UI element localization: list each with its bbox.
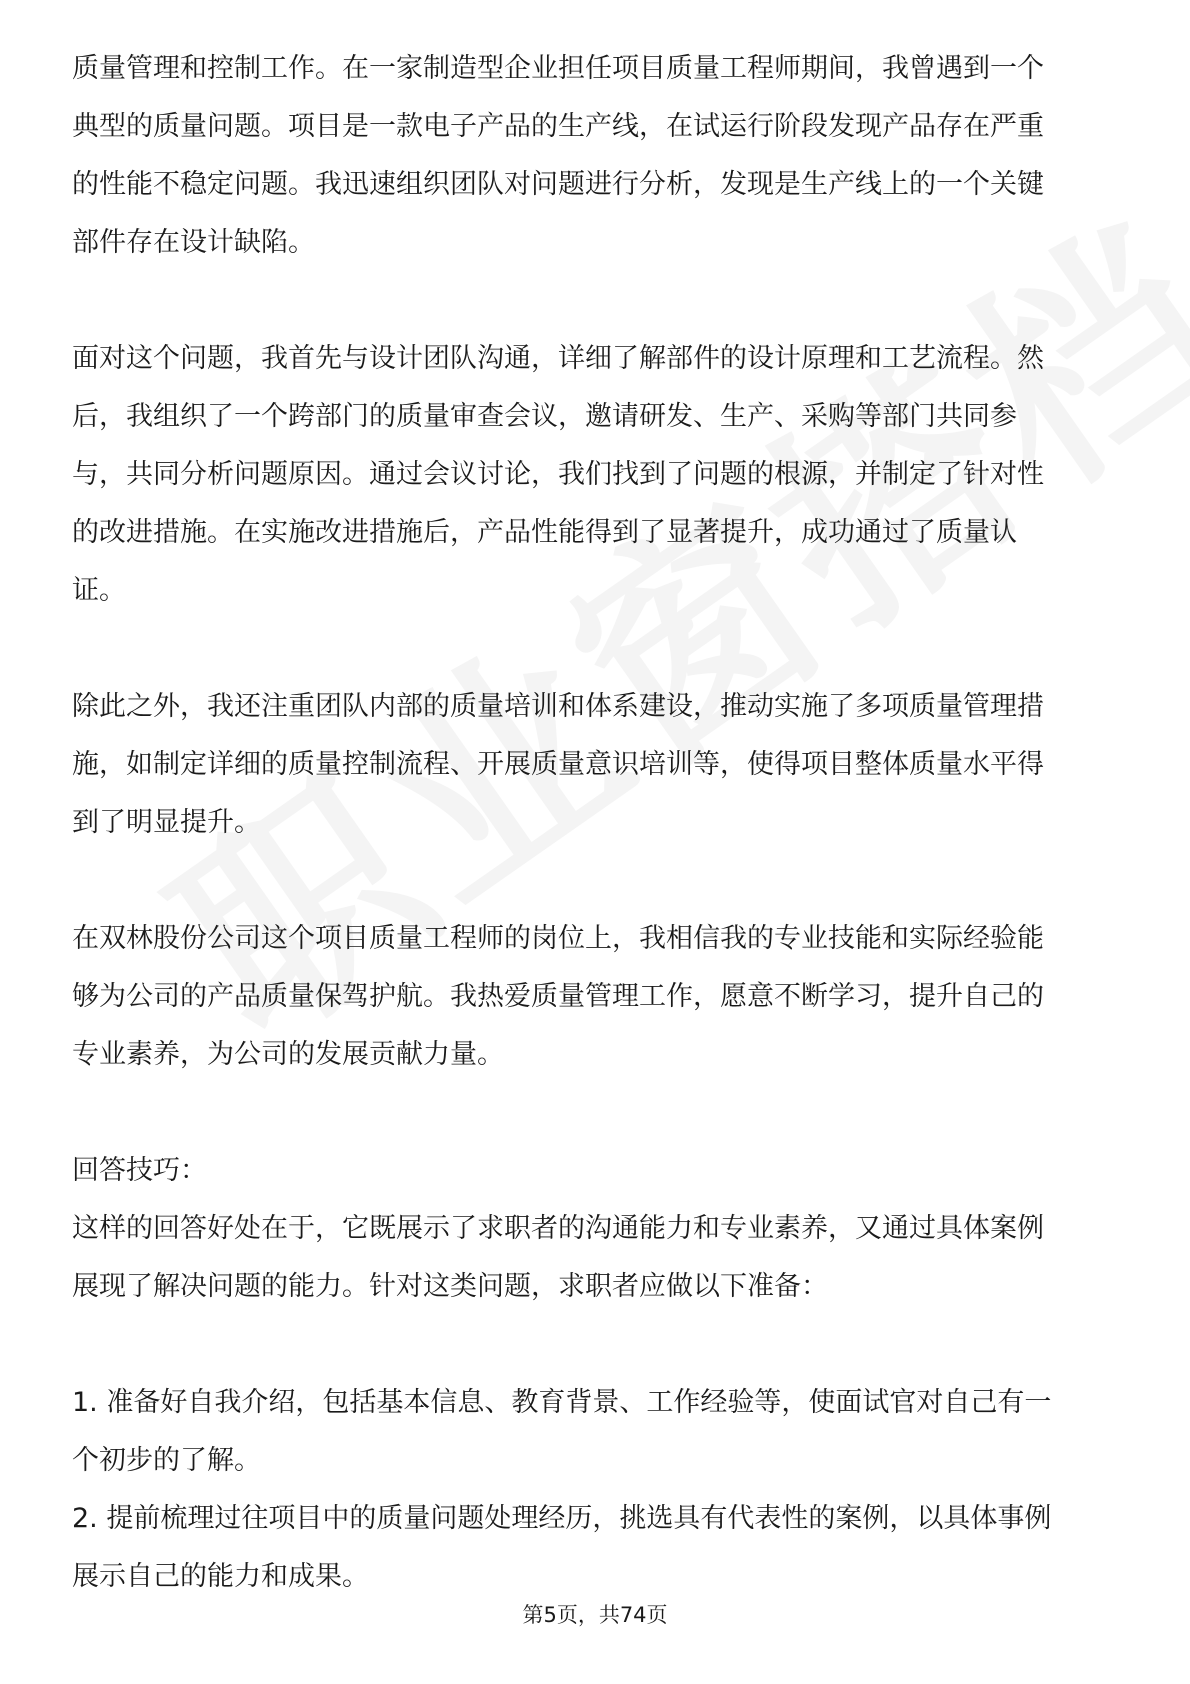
numbered-list <box>72 1374 1118 1606</box>
list-item: 1. 准备好自我介绍，包括基本信息、教育背景、工作经验等，使面试官对自己有一 <box>72 1387 1052 1418</box>
text-line: 到了明显提升。 <box>72 807 261 838</box>
text-line: 面对这个问题，我首先与设计团队沟通，详细了解部件的设计原理和工艺流程。然 <box>72 343 1044 374</box>
section-heading: 回答技巧： <box>72 1155 207 1186</box>
paragraph-gap <box>72 852 1118 910</box>
text-line: 这样的回答好处在于，它既展示了求职者的沟通能力和专业素养，又通过具体案例 <box>72 1213 1044 1244</box>
page-number-footer: 第5页，共74页 <box>522 1603 668 1627</box>
text-line: 部件存在设计缺陷。 <box>72 227 315 258</box>
text-line: 除此之外，我还注重团队内部的质量培训和体系建设，推动实施了多项质量管理措 <box>72 691 1044 722</box>
paragraph <box>72 1142 1118 1316</box>
paragraph-gap <box>72 1084 1118 1142</box>
text-line: 的改进措施。在实施改进措施后，产品性能得到了显著提升，成功通过了质量认 <box>72 517 1017 548</box>
text-line: 施，如制定详细的质量控制流程、开展质量意识培训等，使得项目整体质量水平得 <box>72 749 1044 780</box>
paragraph-gap <box>72 272 1118 330</box>
text-line: 专业素养，为公司的发展贡献力量。 <box>72 1039 504 1070</box>
text-line: 展现了解决问题的能力。针对这类问题，求职者应做以下准备： <box>72 1271 828 1302</box>
paragraph <box>72 40 1118 272</box>
paragraph-gap <box>72 1316 1118 1374</box>
list-item-continuation: 展示自己的能力和成果。 <box>72 1561 369 1592</box>
paragraph <box>72 910 1118 1084</box>
text-line: 够为公司的产品质量保驾护航。我热爱质量管理工作，愿意不断学习，提升自己的 <box>72 981 1044 1012</box>
text-line: 与，共同分析问题原因。通过会议讨论，我们找到了问题的根源，并制定了针对性 <box>72 459 1044 490</box>
paragraph <box>72 678 1118 852</box>
list-item: 2. 提前梳理过往项目中的质量问题处理经历，挑选具有代表性的案例，以具体事例 <box>72 1503 1052 1534</box>
text-line: 质量管理和控制工作。在一家制造型企业担任项目质量工程师期间，我曾遇到一个 <box>72 53 1044 84</box>
text-line: 在双林股份公司这个项目质量工程师的岗位上，我相信我的专业技能和实际经验能 <box>72 923 1044 954</box>
list-item-continuation: 个初步的了解。 <box>72 1445 261 1476</box>
paragraph <box>72 330 1118 620</box>
text-line: 典型的质量问题。项目是一款电子产品的生产线，在试运行阶段发现产品存在严重 <box>72 111 1044 142</box>
text-line: 后，我组织了一个跨部门的质量审查会议，邀请研发、生产、采购等部门共同参 <box>72 401 1017 432</box>
document-body <box>72 40 1118 1606</box>
text-line: 的性能不稳定问题。我迅速组织团队对问题进行分析，发现是生产线上的一个关键 <box>72 169 1044 200</box>
paragraph-gap <box>72 620 1118 678</box>
text-line: 证。 <box>72 575 126 606</box>
